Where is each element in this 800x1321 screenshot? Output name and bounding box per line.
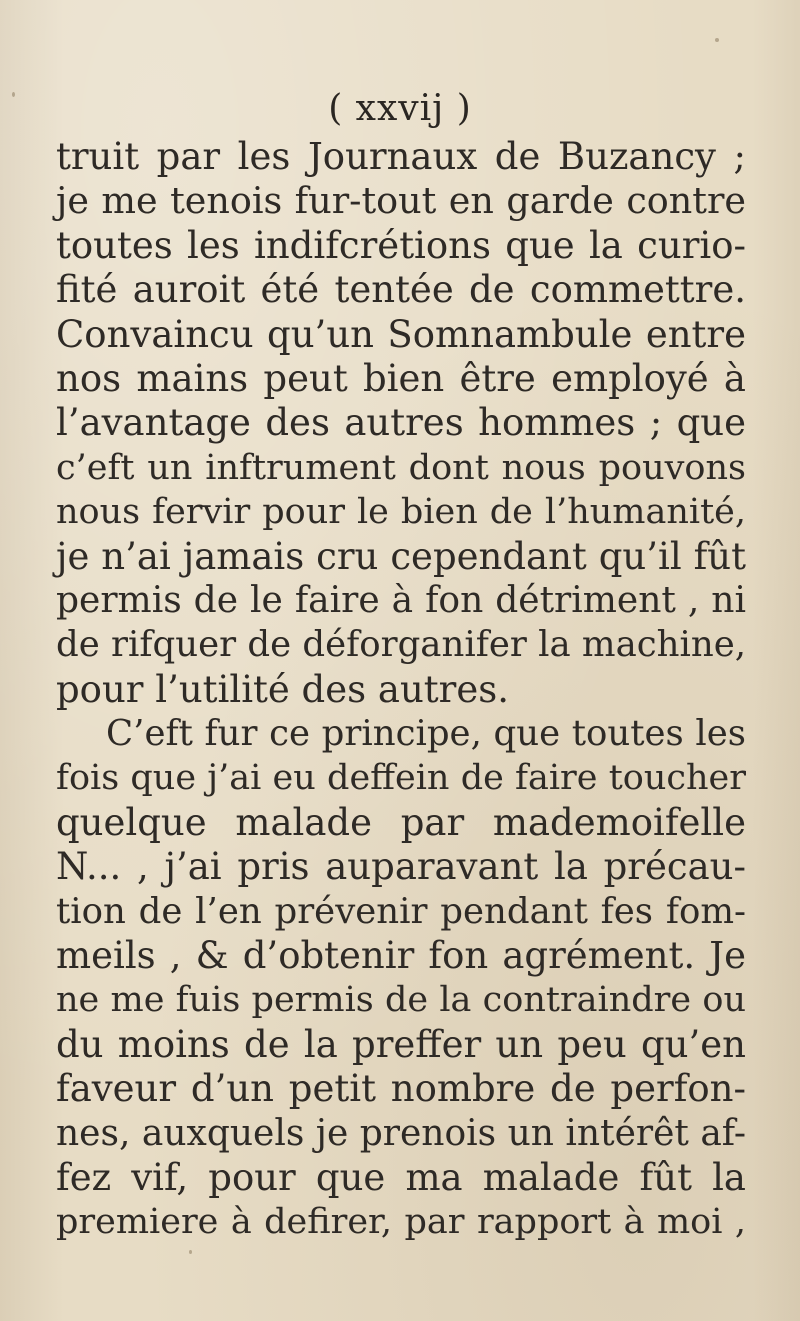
text-line: l’avantage des autres hommes ; que <box>56 401 746 445</box>
text-line: toutes les indifcrétions que la curio- <box>56 223 746 267</box>
text-line: du moins de la preffer un peu qu’en <box>56 1022 746 1066</box>
text-line: truit par les Journaux de Buzancy ; <box>56 135 746 178</box>
text-line: nes, auxquels je prenois un intérêt af- <box>56 1112 746 1154</box>
text-line: permis de le faire à fon détriment , ni <box>56 579 746 621</box>
text-line: quelque malade par mademoifelle <box>56 800 746 844</box>
text-line: fois que j’ai eu deffein de faire toucher <box>56 758 746 799</box>
text-line: ne me fuis permis de la contraindre ou <box>56 980 746 1021</box>
text-line: nous fervir pour le bien de l’humanité, <box>56 492 746 533</box>
text-line: fité auroit été tentée de commettre. <box>56 268 746 312</box>
text-line: faveur d’un petit nombre de perfon- <box>56 1067 746 1111</box>
paragraph-start-line: C’eft fur ce principe, que toutes les <box>106 713 746 755</box>
text-line: fez vif, pour que ma malade fût la <box>56 1155 746 1199</box>
text-line: c’eft un inftrument dont nous pouvons <box>56 447 746 488</box>
text-line: premiere à defirer, par rapport à moi , <box>56 1202 746 1243</box>
page-number-header: ( xxvij ) <box>328 88 472 129</box>
text-line: je me tenois fur-tout en garde contre <box>56 179 746 223</box>
text-line: tion de l’en prévenir pendant fes fom- <box>56 890 746 932</box>
text-line: Convaincu qu’un Somnambule entre <box>56 312 746 356</box>
text-line: de rifquer de déforganifer la machine, <box>56 624 746 666</box>
text-line: N... , j’ai pris auparavant la précau- <box>56 845 746 889</box>
text-line: nos mains peut bien être employé à <box>56 356 746 400</box>
text-line: meils , & d’obtenir fon agrément. Je <box>56 934 746 978</box>
body-text <box>56 135 746 1245</box>
paper-speck <box>12 92 15 97</box>
paper-speck <box>715 38 719 42</box>
paper-speck <box>189 1250 192 1254</box>
paragraph-end-line: pour l’utilité des autres. <box>56 667 509 711</box>
text-line: je n’ai jamais cru cependant qu’il fût <box>56 534 746 578</box>
